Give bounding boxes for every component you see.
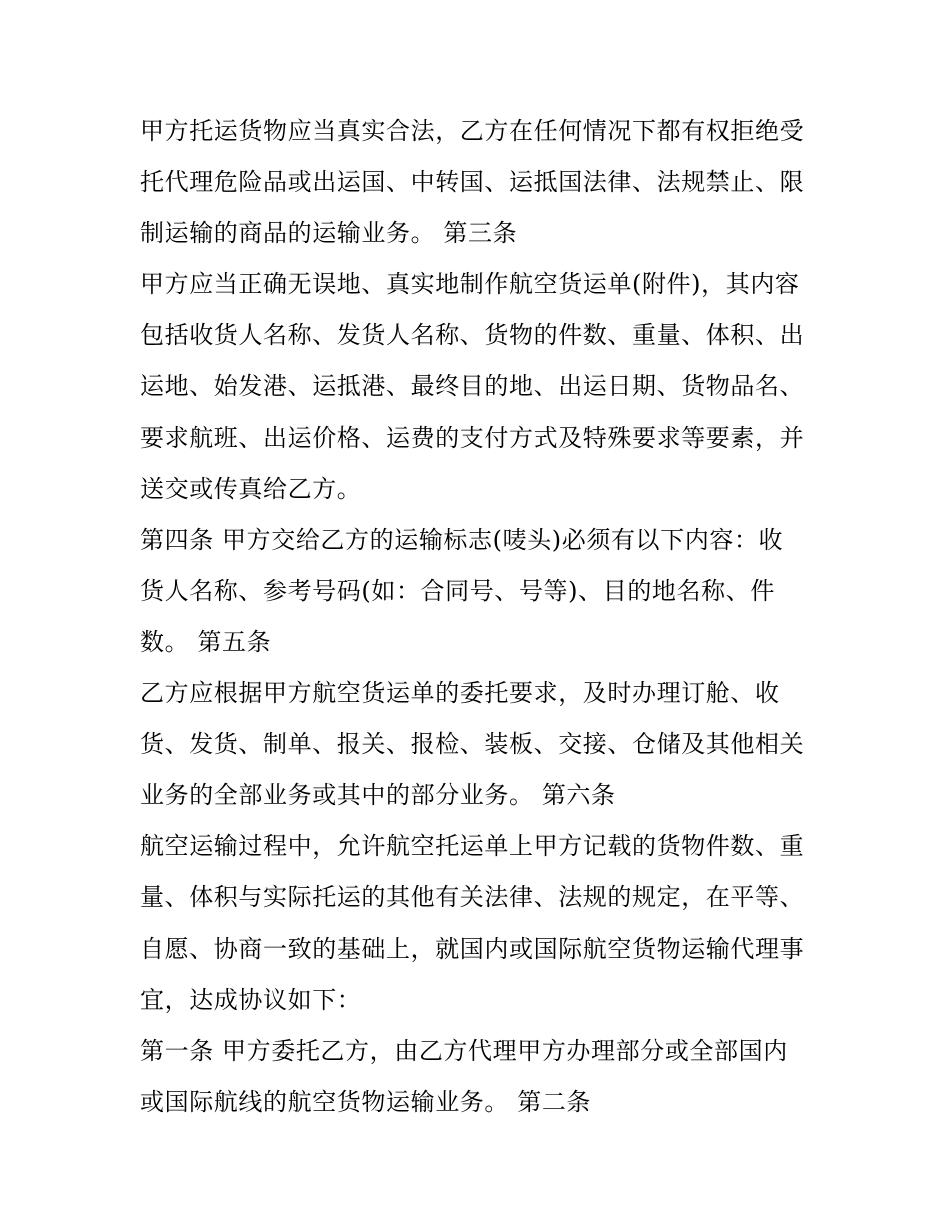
text-line: 第四条 甲方交给乙方的运输标志(唛头)必须有以下内容：收 [140, 525, 784, 554]
text-line: 业务的全部业务或其中的部分业务。 第六条 [140, 781, 616, 810]
text-line: 托代理危险品或出运国、中转国、运抵国法律、法规禁止、限 [140, 168, 805, 197]
text-line: 宜，达成协议如下： [140, 985, 362, 1014]
text-line: 送交或传真给乙方。 [140, 474, 362, 503]
text-line: 制运输的商品的运输业务。 第三条 [140, 219, 518, 248]
text-line: 要求航班、出运价格、运费的支付方式及特殊要求等要素，并 [140, 423, 805, 452]
text-line: 货、发货、制单、报关、报检、装板、交接、仓储及其他相关 [140, 730, 805, 759]
text-line: 货人名称、参考号码(如：合同号、号等)、目的地名称、件 [140, 576, 775, 605]
text-line: 航空运输过程中，允许航空托运单上甲方记载的货物件数、重 [140, 832, 805, 861]
text-line: 自愿、协商一致的基础上，就国内或国际航空货物运输代理事 [140, 934, 805, 963]
text-line: 甲方托运货物应当真实合法，乙方在任何情况下都有权拒绝受 [140, 117, 805, 145]
text-line: 量、体积与实际托运的其他有关法律、法规的规定，在平等、 [140, 883, 805, 912]
text-line: 或国际航线的航空货物运输业务。 第二条 [140, 1087, 592, 1116]
text-line: 数。 第五条 [140, 627, 272, 656]
contract-text [140, 106, 820, 1128]
text-line: 运地、始发港、运抵港、最终目的地、出运日期、货物品名、 [140, 372, 805, 401]
text-line: 乙方应根据甲方航空货运单的委托要求，及时办理订舱、收 [140, 679, 780, 708]
text-line: 第一条 甲方委托乙方，由乙方代理甲方办理部分或全部国内 [140, 1036, 788, 1065]
text-line: 甲方应当正确无误地、真实地制作航空货运单(附件)，其内容 [140, 270, 800, 299]
text-line: 包括收货人名称、发货人名称、货物的件数、重量、体积、出 [140, 321, 805, 350]
